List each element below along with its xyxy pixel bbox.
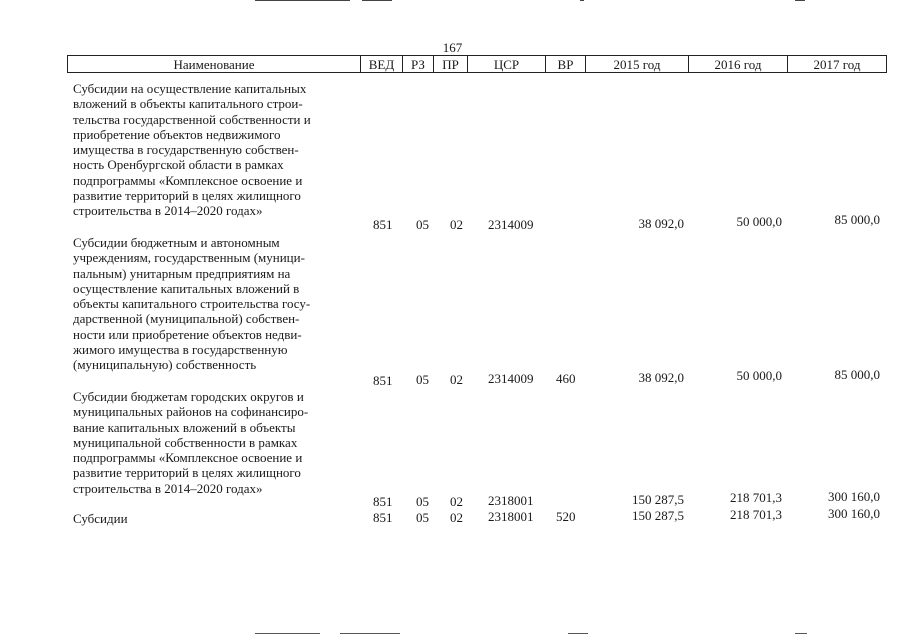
header-pr: ПР <box>434 56 468 72</box>
scan-edge-bottom <box>0 633 905 636</box>
row-name: Субсидии <box>73 511 128 526</box>
row-name: Субсидии бюджетным и автономным учреждениям, государственным (муници- пальным) унитарным предприятиям на осуществление капитальных вложений в объекты капитального строительства госу- дарственной (муниципальной) собствен- ности или приобретение объектов недви- жимого имущества в государственную (муниципальную) собственность <box>73 235 311 373</box>
header-2017: 2017 год <box>813 57 861 72</box>
header-2015: 2015 год <box>586 56 689 72</box>
header-2016: 2016 год <box>689 56 788 72</box>
row-pr: 02 <box>450 510 463 525</box>
row-pr: 02 <box>450 372 463 387</box>
row-2017: 85 000,0 <box>834 367 880 382</box>
row-name: Субсидии бюджетам городских округов и муниципальных районов на софинансиро- вание капитальных вложений в объекты муниципальной собственности в рамках подпрограммы «Комплексное освоение и развитие территорий в целях жилищного строительства в 2014–2020 годах» <box>73 389 309 496</box>
row-2015: 150 287,5 <box>632 508 684 523</box>
row-2015: 150 287,5 <box>632 492 684 507</box>
table-header <box>67 55 887 73</box>
row-csr: 2318001 <box>488 493 534 508</box>
row-csr: 2318001 <box>488 509 534 524</box>
row-csr: 2314009 <box>488 371 534 386</box>
row-2016: 50 000,0 <box>736 368 782 383</box>
row-pr: 02 <box>450 217 463 232</box>
row-rz: 05 <box>416 494 429 509</box>
header-rz: РЗ <box>403 56 434 72</box>
row-ved: 851 <box>373 217 393 232</box>
row-ved: 851 <box>373 510 393 525</box>
row-2016: 218 701,3 <box>730 507 782 522</box>
page-number: 167 <box>442 40 463 55</box>
row-rz: 05 <box>416 217 429 232</box>
row-ved: 851 <box>373 373 393 388</box>
scan-edge-top <box>0 0 905 3</box>
row-name: Субсидии на осуществление капитальных вложений в объекты капитального строи- тельства государственной собственности и приобретение объектов недвижимого имущества в государственную собствен- ность Оренбургской области в рамках подпрограммы «Комплексное освоение и развитие территорий в целях жилищного строительства в 2014–2020 годах» <box>73 81 311 219</box>
header-name: Наименование <box>68 56 361 72</box>
row-2015: 38 092,0 <box>638 370 684 385</box>
row-2017: 300 160,0 <box>828 489 880 504</box>
row-ved: 851 <box>373 494 393 509</box>
row-pr: 02 <box>450 494 463 509</box>
row-rz: 05 <box>416 510 429 525</box>
row-vr: 520 <box>556 509 576 524</box>
row-vr: 460 <box>556 371 576 386</box>
row-rz: 05 <box>416 372 429 387</box>
row-2015: 38 092,0 <box>638 216 684 231</box>
row-2017: 85 000,0 <box>834 212 880 227</box>
header-csr: ЦСР <box>468 56 546 72</box>
row-2016: 218 701,3 <box>730 490 782 505</box>
header-vr: ВР <box>546 56 586 72</box>
row-2016: 50 000,0 <box>736 214 782 229</box>
row-csr: 2314009 <box>488 217 534 232</box>
row-2017: 300 160,0 <box>828 506 880 521</box>
header-ved: ВЕД <box>361 56 403 72</box>
